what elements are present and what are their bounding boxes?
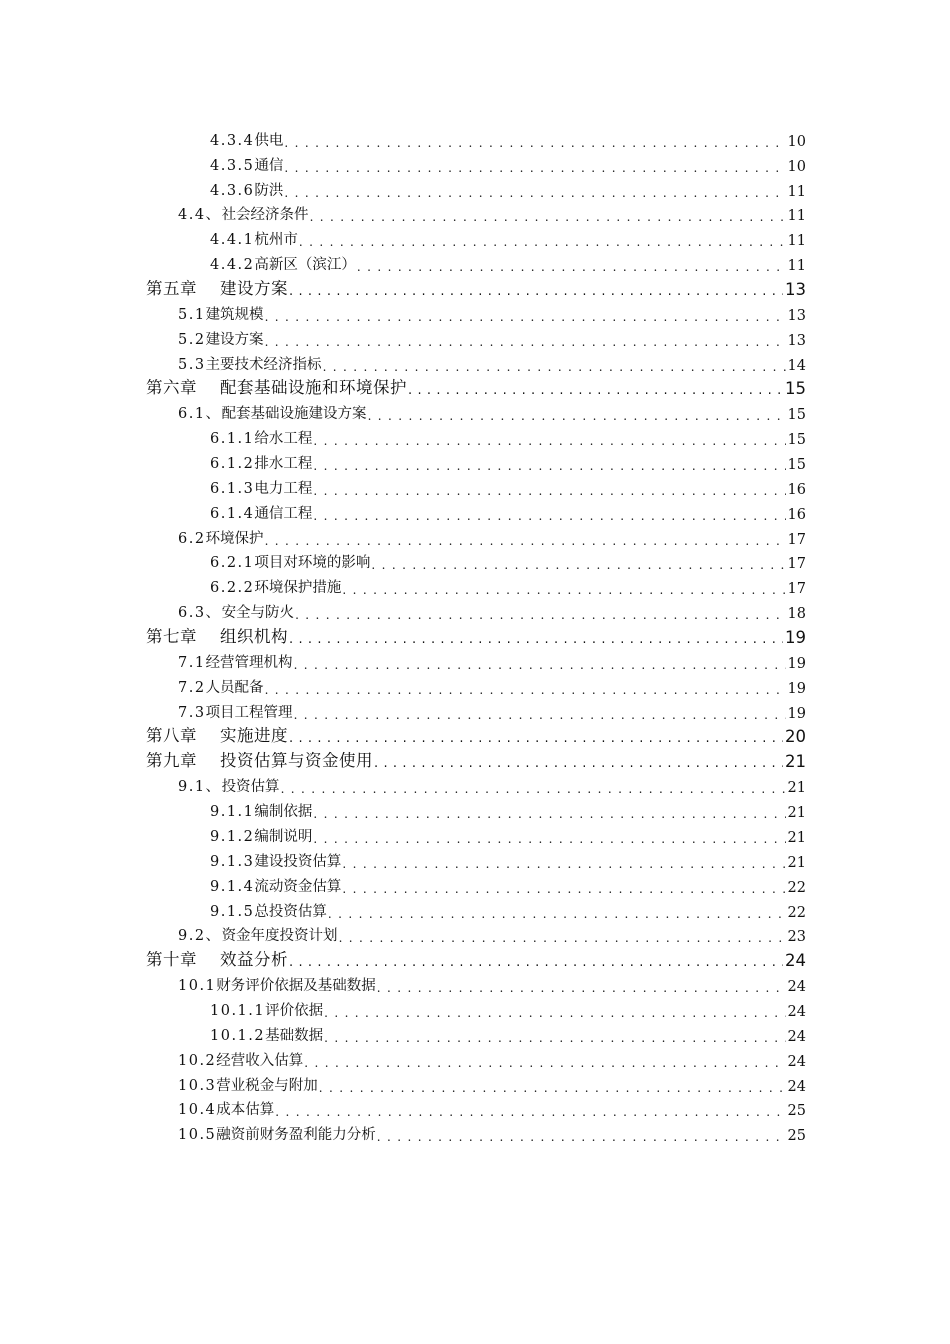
toc-entry-text: 流动资金估算: [254, 878, 342, 895]
toc-entry-title: [178, 353, 322, 374]
dot-leader: [313, 807, 785, 821]
toc-page-number: 20: [785, 727, 806, 747]
chapter-number: 第八章: [146, 726, 197, 746]
toc-entry[interactable]: [0, 871, 806, 896]
dot-leader: [339, 931, 786, 945]
toc-entry[interactable]: [0, 1045, 806, 1070]
toc-entry-text: 投资估算与资金使用: [220, 751, 373, 771]
section-number: 9.1.2: [210, 828, 255, 845]
toc-page-number: 11: [787, 208, 806, 225]
toc-entry-text: 安全与防火: [221, 605, 295, 622]
toc-page-number: 19: [785, 628, 806, 648]
toc-entry-title: [178, 328, 264, 349]
section-number: 5.3: [178, 356, 206, 373]
toc-entry-text: 实施进度: [220, 726, 288, 746]
dot-leader: [342, 882, 785, 896]
toc-entry-text: 项目工程管理: [205, 704, 293, 721]
dot-leader: [313, 434, 785, 448]
toc-entry-title: [178, 203, 309, 224]
toc-entry-text: 资金年度投资计划: [221, 928, 338, 945]
toc-page-number: 15: [787, 457, 806, 474]
toc-entry-title: [178, 924, 338, 945]
toc-entry-text: 杭州市: [254, 232, 298, 249]
dot-leader: [284, 186, 785, 200]
toc-page-number: 21: [787, 854, 806, 871]
section-number: 9.1、: [178, 779, 222, 796]
toc-entry-text: 配套基础设施和环境保护: [220, 378, 407, 398]
table-of-contents: [0, 125, 950, 1144]
toc-entry[interactable]: [0, 995, 806, 1020]
toc-entry-title: [210, 551, 370, 572]
section-number: 10.2: [178, 1052, 217, 1069]
toc-entry-title: [210, 427, 312, 448]
toc-entry-title: [178, 701, 293, 722]
toc-entry-title: [210, 800, 312, 821]
dot-leader: [289, 955, 783, 970]
toc-entry-title: [210, 875, 341, 896]
toc-entry-title: [210, 179, 283, 200]
toc-entry[interactable]: [0, 622, 806, 647]
dot-leader: [265, 335, 786, 349]
section-number: 9.2、: [178, 928, 222, 945]
dot-leader: [284, 136, 785, 150]
toc-page-number: 24: [785, 951, 806, 971]
section-number: 5.2: [178, 331, 206, 348]
toc-entry-title: [178, 1123, 376, 1144]
toc-entry[interactable]: [0, 374, 806, 399]
section-number: 7.1: [178, 654, 206, 671]
toc-entry[interactable]: [0, 299, 806, 324]
toc-entry-title: [210, 999, 323, 1020]
toc-page-number: 11: [787, 183, 806, 200]
section-number: 6.1、: [178, 406, 222, 423]
chapter-number: 第六章: [146, 378, 197, 398]
dot-leader: [289, 632, 783, 647]
toc-entry-title: [210, 228, 298, 249]
toc-entry[interactable]: [0, 175, 806, 200]
dot-leader: [281, 782, 786, 796]
section-number: 6.3、: [178, 605, 222, 622]
toc-page-number: 13: [787, 307, 806, 324]
section-number: 6.2.1: [210, 555, 255, 572]
section-number: 4.3.6: [210, 182, 255, 199]
dot-leader: [313, 484, 785, 498]
toc-entry-text: 环境保护: [205, 530, 264, 547]
toc-entry-title: [210, 477, 312, 498]
toc-page-number: 23: [787, 929, 806, 946]
toc-entry-title: [210, 502, 312, 523]
toc-page-number: 13: [787, 332, 806, 349]
dot-leader: [313, 509, 785, 523]
dot-leader: [328, 907, 786, 921]
section-number: 4.3.5: [210, 157, 255, 174]
chapter-number: 第十章: [146, 950, 197, 970]
toc-entry-title: [178, 402, 367, 423]
toc-entry-text: 环境保护措施: [254, 580, 342, 597]
toc-entry-text: 通信工程: [254, 505, 313, 522]
section-number: 6.1.4: [210, 505, 255, 522]
toc-page-number: 11: [787, 258, 806, 275]
toc-entry-text: 通信: [254, 157, 284, 174]
section-number: 10.1.2: [210, 1027, 266, 1044]
dot-leader: [289, 731, 783, 746]
dot-leader: [265, 683, 786, 697]
dot-leader: [377, 1130, 786, 1144]
toc-entry[interactable]: [0, 324, 806, 349]
section-number: 9.1.5: [210, 903, 255, 920]
toc-entry-text: 主要技术经济指标: [205, 356, 322, 373]
section-number: 10.5: [178, 1127, 217, 1144]
toc-page-number: 21: [787, 829, 806, 846]
toc-entry-title: [178, 601, 294, 622]
toc-entry-text: 人员配备: [205, 679, 264, 696]
toc-entry[interactable]: [0, 473, 806, 498]
dot-leader: [294, 708, 786, 722]
toc-page-number: 15: [787, 432, 806, 449]
toc-entry-title: [178, 974, 376, 995]
toc-entry[interactable]: [0, 746, 806, 771]
toc-entry[interactable]: [0, 796, 806, 821]
dot-leader: [319, 1081, 786, 1095]
dot-leader: [299, 235, 786, 249]
toc-entry-title: [146, 275, 288, 299]
dot-leader: [324, 1006, 785, 1020]
toc-entry[interactable]: [0, 970, 806, 995]
toc-page-number: 14: [787, 357, 806, 374]
toc-page-number: 21: [787, 780, 806, 797]
toc-entry[interactable]: [0, 597, 806, 622]
toc-entry[interactable]: [0, 921, 806, 946]
toc-entry[interactable]: [0, 672, 806, 697]
toc-entry[interactable]: [0, 249, 806, 274]
toc-entry[interactable]: [0, 548, 806, 573]
toc-entry[interactable]: [0, 846, 806, 871]
toc-entry-text: 经营管理机构: [205, 654, 293, 671]
toc-entry-text: 编制说明: [254, 828, 313, 845]
toc-entry-title: [146, 946, 288, 970]
toc-entry[interactable]: [0, 1020, 806, 1045]
section-number: 10.3: [178, 1077, 217, 1094]
section-number: 4.4、: [178, 207, 222, 224]
toc-page-number: 19: [787, 680, 806, 697]
toc-entry-text: 成本估算: [216, 1102, 275, 1119]
toc-page-number: 17: [787, 581, 806, 598]
toc-entry-text: 融资前财务盈利能力分析: [216, 1127, 376, 1144]
section-number: 9.1.3: [210, 853, 255, 870]
section-number: 10.1.1: [210, 1002, 266, 1019]
dot-leader: [265, 310, 786, 324]
toc-page-number: 16: [787, 506, 806, 523]
toc-page-number: 21: [785, 752, 806, 772]
toc-entry-title: [178, 527, 264, 548]
toc-entry[interactable]: [0, 274, 806, 299]
toc-entry-title: [210, 1024, 323, 1045]
toc-entry-text: 项目对环境的影响: [254, 555, 371, 572]
toc-entry[interactable]: [0, 821, 806, 846]
section-number: 9.1.4: [210, 878, 255, 895]
toc-page-number: 24: [787, 1003, 806, 1020]
toc-page-number: 24: [787, 1053, 806, 1070]
dot-leader: [289, 284, 783, 299]
toc-page-number: 25: [787, 1128, 806, 1145]
toc-entry-text: 社会经济条件: [221, 207, 309, 224]
toc-entry-text: 配套基础设施建设方案: [221, 406, 367, 423]
toc-page-number: 24: [787, 979, 806, 996]
toc-entry[interactable]: [0, 647, 806, 672]
toc-entry-text: 投资估算: [221, 779, 280, 796]
toc-page-number: 13: [785, 280, 806, 300]
dot-leader: [374, 756, 783, 771]
toc-entry-title: [178, 651, 293, 672]
dot-leader: [313, 832, 785, 846]
dot-leader: [265, 534, 786, 548]
toc-entry[interactable]: [0, 1095, 806, 1120]
dot-leader: [324, 1031, 785, 1045]
section-number: 6.1.2: [210, 456, 255, 473]
toc-entry-text: 总投资估算: [254, 903, 327, 920]
dot-leader: [342, 583, 785, 597]
toc-page-number: 17: [787, 531, 806, 548]
toc-entry[interactable]: [0, 224, 806, 249]
toc-entry-text: 给水工程: [254, 431, 313, 448]
toc-entry-title: [178, 303, 264, 324]
toc-entry-title: [178, 1098, 274, 1119]
toc-entry-text: 建设方案: [220, 279, 288, 299]
dot-leader: [377, 981, 786, 995]
toc-entry[interactable]: [0, 1070, 806, 1095]
section-number: 4.4.2: [210, 257, 255, 274]
section-number: 10.4: [178, 1102, 217, 1119]
dot-leader: [371, 558, 785, 572]
toc-entry[interactable]: [0, 697, 806, 722]
section-number: 5.1: [178, 306, 206, 323]
toc-page-number: 10: [787, 158, 806, 175]
toc-entry-title: [178, 1074, 318, 1095]
toc-page-number: 25: [787, 1103, 806, 1120]
toc-page-number: 22: [787, 879, 806, 896]
toc-page-number: 18: [787, 606, 806, 623]
toc-entry-title: [210, 253, 356, 274]
toc-entry-text: 组织机构: [220, 627, 288, 647]
toc-page-number: 10: [787, 133, 806, 150]
dot-leader: [323, 360, 786, 374]
toc-entry[interactable]: [0, 771, 806, 796]
dot-leader: [408, 383, 783, 398]
toc-entry[interactable]: [0, 572, 806, 597]
toc-entry[interactable]: [0, 448, 806, 473]
toc-entry-title: [210, 576, 341, 597]
section-number: 9.1.1: [210, 804, 255, 821]
toc-entry-text: 供电: [254, 132, 284, 149]
dot-leader: [357, 260, 786, 274]
toc-entry[interactable]: [0, 150, 806, 175]
toc-entry-title: [210, 129, 283, 150]
toc-entry-title: [210, 825, 312, 846]
toc-entry-text: 编制依据: [254, 804, 313, 821]
toc-entry[interactable]: [0, 423, 806, 448]
toc-entry-title: [146, 374, 407, 398]
toc-entry-title: [210, 452, 312, 473]
section-number: 7.3: [178, 704, 206, 721]
chapter-number: 第九章: [146, 751, 197, 771]
toc-entry[interactable]: [0, 523, 806, 548]
toc-entry[interactable]: [0, 200, 806, 225]
toc-entry[interactable]: [0, 896, 806, 921]
section-number: 6.2: [178, 530, 206, 547]
section-number: 10.1: [178, 978, 217, 995]
toc-page-number: 11: [787, 233, 806, 250]
dot-leader: [294, 658, 786, 672]
section-number: 6.2.2: [210, 580, 255, 597]
toc-entry-text: 效益分析: [220, 950, 288, 970]
toc-entry-text: 基础数据: [265, 1027, 324, 1044]
toc-entry-text: 财务评价依据及基础数据: [216, 978, 376, 995]
toc-page-number: 24: [787, 1078, 806, 1095]
dot-leader: [313, 459, 785, 473]
toc-entry-title: [178, 775, 280, 796]
section-number: 4.3.4: [210, 132, 255, 149]
toc-entry[interactable]: [0, 1119, 806, 1144]
toc-entry-title: [210, 850, 341, 871]
toc-entry[interactable]: [0, 722, 806, 747]
toc-page-number: 21: [787, 805, 806, 822]
toc-entry[interactable]: [0, 498, 806, 523]
dot-leader: [304, 1056, 785, 1070]
toc-entry-text: 建筑规模: [205, 306, 264, 323]
toc-entry[interactable]: [0, 349, 806, 374]
toc-page-number: 16: [787, 481, 806, 498]
dot-leader: [310, 210, 786, 224]
toc-entry-text: 建设投资估算: [254, 853, 342, 870]
toc-entry-text: 排水工程: [254, 456, 313, 473]
toc-page-number: 19: [787, 655, 806, 672]
toc-entry-title: [210, 154, 283, 175]
toc-entry-text: 电力工程: [254, 480, 313, 497]
toc-entry[interactable]: [0, 945, 806, 970]
chapter-number: 第七章: [146, 627, 197, 647]
toc-entry-text: 营业税金与附加: [216, 1077, 318, 1094]
toc-entry-text: 经营收入估算: [216, 1052, 304, 1069]
toc-entry-title: [178, 676, 264, 697]
section-number: 7.2: [178, 679, 206, 696]
toc-entry-title: [146, 623, 288, 647]
section-number: 4.4.1: [210, 232, 255, 249]
section-number: 6.1.3: [210, 480, 255, 497]
toc-entry-text: 防洪: [254, 182, 284, 199]
toc-entry-title: [178, 1049, 303, 1070]
toc-entry-title: [146, 747, 373, 771]
chapter-number: 第五章: [146, 279, 197, 299]
section-number: 6.1.1: [210, 431, 255, 448]
toc-page-number: 24: [787, 1028, 806, 1045]
toc-entry-title: [146, 722, 288, 746]
toc-entry[interactable]: [0, 125, 806, 150]
dot-leader: [342, 857, 785, 871]
toc-page-number: 15: [785, 379, 806, 399]
dot-leader: [275, 1105, 785, 1119]
toc-entry[interactable]: [0, 398, 806, 423]
dot-leader: [368, 409, 786, 423]
toc-entry-text: 建设方案: [205, 331, 264, 348]
toc-page-number: 19: [787, 705, 806, 722]
toc-entry-text: 高新区（滨江）: [254, 257, 356, 274]
dot-leader: [295, 608, 785, 622]
toc-entry-text: 评价依据: [265, 1002, 324, 1019]
toc-page-number: 17: [787, 556, 806, 573]
toc-page-number: 15: [787, 407, 806, 424]
dot-leader: [284, 161, 785, 175]
toc-page-number: 22: [787, 904, 806, 921]
toc-entry-title: [210, 900, 327, 921]
